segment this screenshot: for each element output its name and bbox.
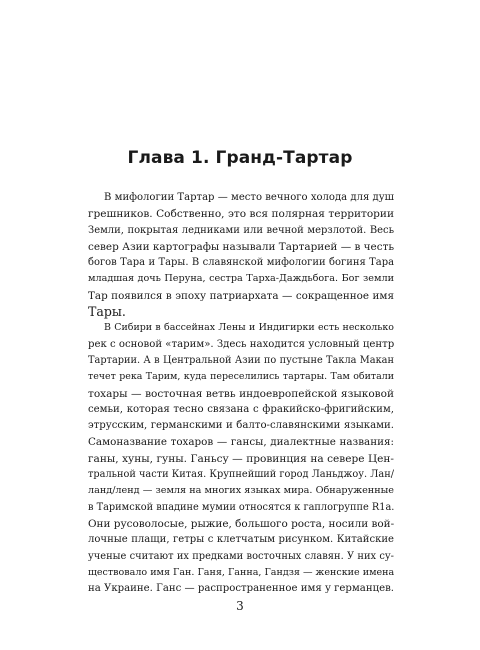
body-text [88,190,394,597]
text-line: тохары — восточная ветвь индоевропейской языковой [88,387,394,400]
text-line: Самоназвание тохаров — гансы, диалектные названия: [88,436,394,449]
text-line: рек с основой «тарим». Здесь находится условный центр [88,338,395,350]
text-line: тральной части Китая. Крупнейший город Ланьджоу. Лан/ [88,469,394,481]
text-line: богов Тара и Тары. В славянской мифологии богиня Тара [88,257,394,269]
text-line: Тартарии. А в Центральной Азии по пустыне Такла Макан [88,354,394,366]
page-number: 3 [236,599,244,613]
text-line: лочные плащи, гетры с клетчатым рисунком. Китайские [88,534,394,546]
text-line: север Азии картографы называли Тартарией — в честь [88,240,395,253]
text-line: грешников. Собственно, это вся полярная территории [88,208,394,221]
text-line: семьи, которая тесно связана с фракийско-фригийским, [88,403,394,415]
text-line: ланд/ленд — земля на многих языках мира. Обнаруженные [88,485,394,497]
text-line: ганы, хуны, гуны. Ганьсу — провинция на севере Цен- [88,452,394,465]
text-line: Земли, покрытая ледниками или вечной мерзлотой. Весь [88,224,394,236]
text-line: ществовало имя Ган. Ганя, Ганна, Гандзя — женские имена [88,566,395,578]
text-line: этрусским, германскими и балто-славянскими языками. [88,420,394,432]
chapter-title: Глава 1. Гранд-Тартар [127,148,353,168]
text-line: младшая дочь Перуна, сестра Тарха-Даждьбога. Бог земли [88,273,394,285]
text-line: Тары. [88,304,126,320]
text-line: В Сибири в бассейнах Лены и Индигирки есть несколько [104,322,394,334]
paragraph-1 [88,190,394,320]
text-line: ученые считают их предками восточных славян. У них су- [88,550,394,562]
text-line: Тар появился в эпоху патриархата — сокращенное имя [88,289,394,302]
text-line: течет река Тарим, куда переселились тартары. Там обитали [88,371,394,383]
text-line: в Таримской впадине мумии относятся к гаплогруппе R1a. [88,501,395,513]
text-line: Они русоволосые, рыжие, большого роста, носили вой- [88,517,395,530]
text-line: В мифологии Тартар — место вечного холода для душ [104,192,394,203]
paragraph-2 [88,320,394,597]
text-line: на Украине. Ганс — распространенное имя у германцев. [88,583,394,595]
